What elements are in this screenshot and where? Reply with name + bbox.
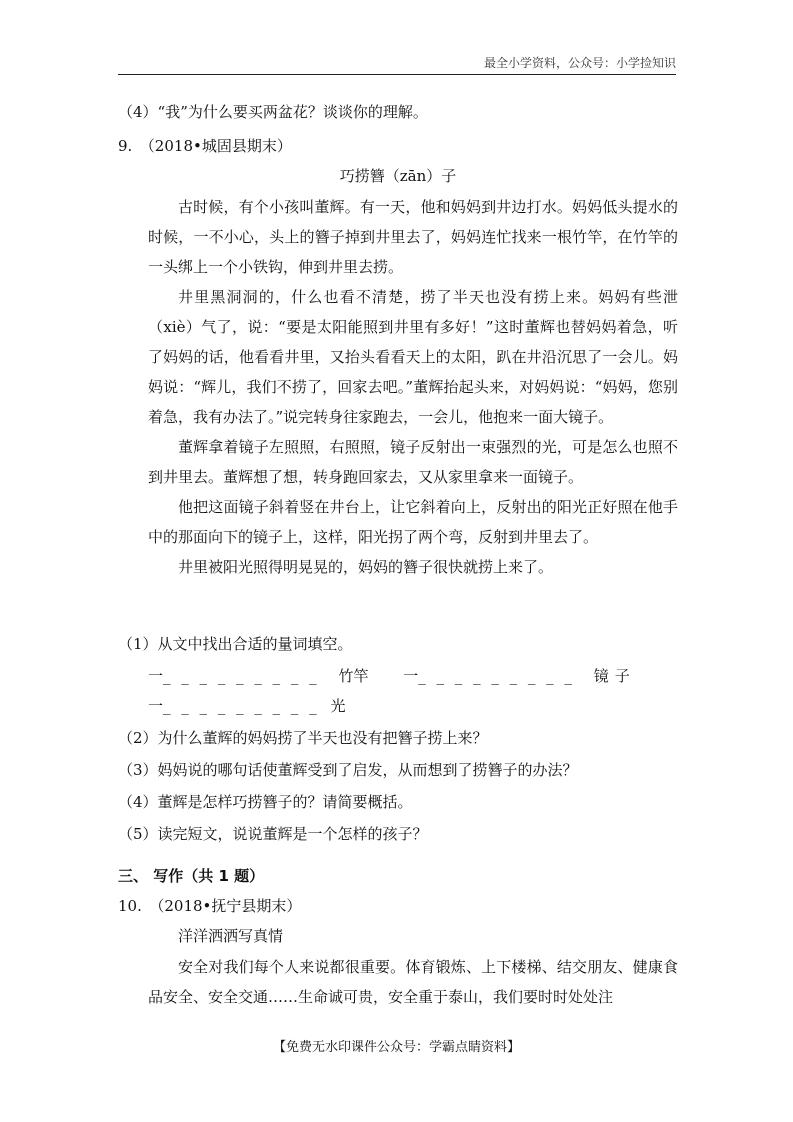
story-title: 巧捞簪（zān）子: [339, 167, 457, 185]
question-8-4: （4）“我”为什么要买两盆花？谈谈你的理解。: [118, 103, 428, 121]
story-paragraph-3: 董辉拿着镜子左照照，右照照，镜子反射出一束强烈的光，可是怎么也照不到井里去。董辉想了想，转身跑回家去，又从家里拿来一面镜子。: [148, 438, 678, 486]
question-9-1: （1）从文中找出合适的量词填空。: [118, 635, 353, 653]
blank-line[interactable]: _ _ _ _ _ _ _ _ _: [418, 667, 575, 685]
story-paragraph-5: 井里被阳光照得明晃晃的，妈妈的簪子很快就捞上来了。: [178, 558, 554, 576]
story-paragraph-1: 古时候，有个小孩叫董辉。有一天，他和妈妈到井边打水。妈妈低头提水的时候，一不小心，头上的簪子掉到井里去了，妈妈连忙找来一根竹竿，在竹竿的一头绑上一个小铁钩，伸到井里去捞。: [148, 198, 678, 276]
page-footer: 【免费无水印课件公众号：学霸点睛资料】: [272, 1040, 520, 1055]
blank-word-pole: 竹竿: [338, 667, 369, 685]
blank-prefix: 一: [148, 697, 164, 715]
question-9-4: （4）董辉是怎样巧捞簪子的？请简要概括。: [118, 793, 413, 811]
question-10-label: 10. （2018•抚宁县期末）: [118, 897, 302, 915]
blank-word-light: 光: [330, 697, 346, 715]
question-10-subtitle: 洋洋洒洒写真情: [178, 927, 284, 945]
story-paragraph-4: 他把这面镜子斜着竖在井台上，让它斜着向上，反射出的阳光正好照在他手中的那面向下的镜子上，这样，阳光拐了两个弯，反射到井里去了。: [148, 498, 678, 546]
blank-row-1: [148, 666, 678, 686]
blank-prefix: 一: [403, 667, 419, 685]
blank-prefix: 一: [148, 667, 164, 685]
header-text: 最全小学资料，公众号：小学捡知识: [483, 56, 676, 70]
blank-line[interactable]: _ _ _ _ _ _ _ _ _: [163, 667, 320, 685]
question-10-paragraph: 安全对我们每个人来说都很重要。体育锻炼、上下楼梯、结交朋友、健康食品安全、安全交通……生命诚可贵，安全重于泰山，我们要时时处处注: [148, 958, 678, 1006]
story-body: [148, 192, 678, 582]
question-10-body: [148, 952, 678, 1012]
blank-line[interactable]: _ _ _ _ _ _ _ _ _: [163, 697, 320, 715]
blank-row-2: [148, 696, 678, 716]
question-9-5: （5）读完短文，说说董辉是一个怎样的孩子？: [118, 825, 428, 843]
section-3-title: 三、 写作（共 1 题）: [118, 867, 265, 885]
question-9-label: 9. （2018•城固县期末）: [118, 137, 292, 155]
question-9-2: （2）为什么董辉的妈妈捞了半天也没有把簪子捞上来？: [118, 729, 488, 747]
story-paragraph-2: 井里黑洞洞的，什么也看不清楚，捞了半天也没有捞上来。妈妈有些泄（xiè）气了，说：“要是太阳能照到井里有多好！”这时董辉也替妈妈着急，听了妈妈的话，他看看井里，又抬头看看天上的太阳，趴在井沿沉思了一会儿。妈妈说：“辉儿，我们不捞了，回家去吧。”董辉抬起头来，对妈妈说：“妈妈，您别着急，我有办法了。”说完转身往家跑去，一会儿，他抱来一面大镜子。: [148, 288, 678, 426]
question-9-3: （3）妈妈说的哪句话使董辉受到了启发，从而想到了捞簪子的办法？: [118, 761, 578, 779]
blank-word-mirror: 镜子: [593, 667, 636, 685]
page-header: [118, 52, 676, 75]
